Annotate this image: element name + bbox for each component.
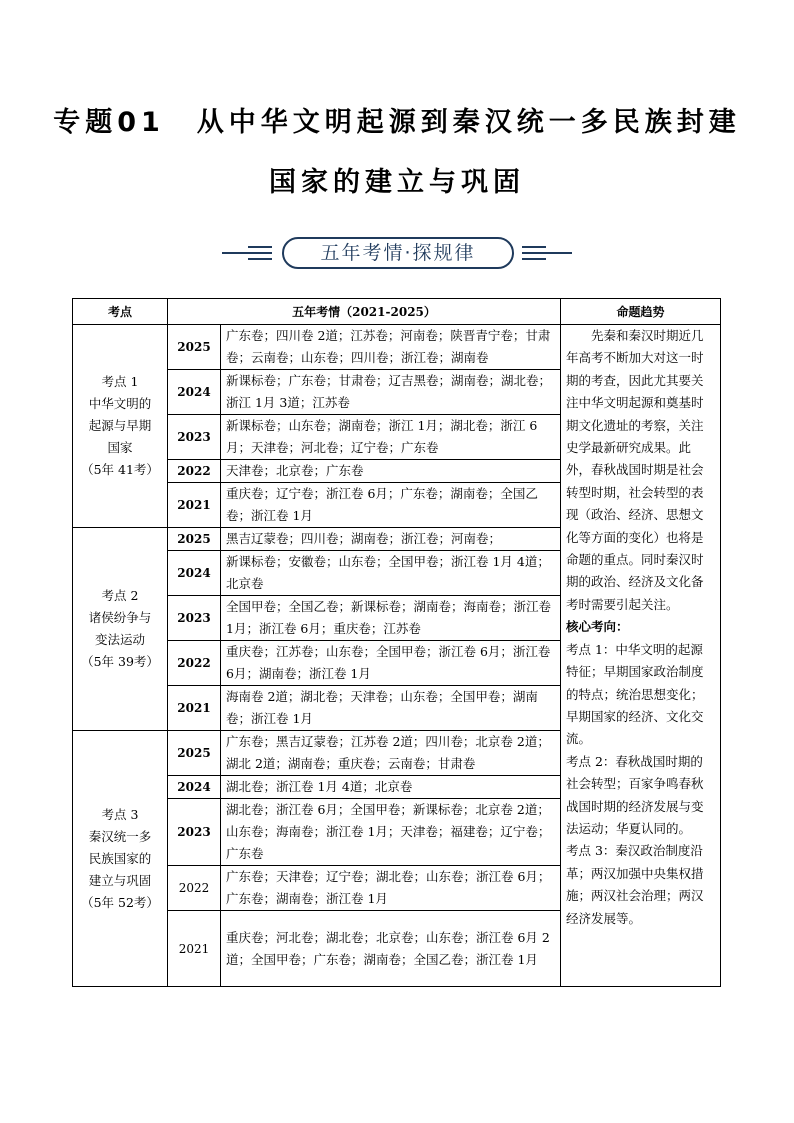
- topic-2-cell: [73, 528, 168, 731]
- header-topic: 考点: [73, 299, 168, 325]
- year-cell: 2024: [168, 370, 221, 415]
- papers-cell: 新课标卷；广东卷；甘肃卷；辽吉黑卷；湖南卷；湖北卷；浙江 1月 3道；江苏卷: [221, 370, 561, 415]
- topic-3-name-line: 秦汉统一多: [88, 828, 152, 844]
- topic-3-cell: [73, 731, 168, 987]
- papers-cell: 重庆卷；河北卷；湖北卷；北京卷；山东卷；浙江卷 6月 2道；全国甲卷；广东卷；湖南卷；全国乙卷；浙江卷 1月: [221, 911, 561, 987]
- year-cell: 2023: [168, 415, 221, 460]
- papers-cell: 全国甲卷；全国乙卷；新课标卷；湖南卷；海南卷；浙江卷 1月；浙江卷 6月；重庆卷；江苏卷: [221, 596, 561, 641]
- table-row: [73, 325, 721, 370]
- topic-3-name-line: 民族国家的: [88, 850, 152, 866]
- year-cell: 2022: [168, 866, 221, 911]
- banner-left-decoration: [222, 246, 272, 260]
- year-cell: 2022: [168, 641, 221, 686]
- topic-3-name-line: 建立与巩固: [88, 872, 152, 888]
- core-point-3: 考点 3：秦汉政治制度沿革；两汉加强中央集权措施；两汉社会治理；两汉经济发展等。: [566, 843, 704, 926]
- topic-3-number: 考点 3: [101, 806, 139, 822]
- topic-2-count: （5年 39考）: [81, 654, 159, 669]
- topic-2-name-line: 变法运动: [94, 632, 145, 647]
- year-cell: 2021: [168, 686, 221, 731]
- year-cell: 2023: [168, 799, 221, 866]
- topic-1-count: （5年 41考）: [81, 462, 159, 477]
- year-cell: 2025: [168, 731, 221, 776]
- topic-1-name-line: 中华文明的: [88, 396, 152, 411]
- banner-right-decoration: [522, 246, 572, 260]
- topic-1-name-line: 国家: [107, 440, 133, 455]
- section-banner: [222, 236, 572, 270]
- papers-cell: 重庆卷；辽宁卷；浙江卷 6月；广东卷；湖南卷；全国乙卷；浙江卷 1月: [221, 483, 561, 528]
- year-cell: 2024: [168, 551, 221, 596]
- topic-2-number: 考点 2: [101, 588, 139, 603]
- document-title-line-1: 专题01 从中华文明起源到秦汉统一多民族封建: [53, 107, 741, 138]
- trend-cell: [561, 325, 721, 987]
- year-cell: 2021: [168, 911, 221, 987]
- topic-1-number: 考点 1: [101, 374, 139, 389]
- banner-label: 五年考情·探规律: [282, 237, 514, 269]
- year-cell: 2022: [168, 460, 221, 483]
- papers-cell: 广东卷；四川卷 2道；江苏卷；河南卷；陕晋青宁卷；甘肃卷；云南卷；山东卷；四川卷；浙江卷；湖南卷: [221, 325, 561, 370]
- core-point-1: 考点 1：中华文明的起源特征；早期国家政治制度的特点；统治思想变化；早期国家的经济、文化交流。: [566, 641, 704, 747]
- topic-3-count: （5年 52考）: [81, 894, 159, 910]
- table-header-row: [73, 299, 721, 325]
- papers-cell: 湖北卷；浙江卷 6月；全国甲卷；新课标卷；北京卷 2道；山东卷；海南卷；浙江卷 1月；天津卷；福建卷；辽宁卷；广东卷: [221, 799, 561, 866]
- papers-cell: 湖北卷；浙江卷 1月 4道；北京卷: [221, 776, 561, 799]
- exam-trend-table: [72, 298, 721, 987]
- trend-intro: 先秦和秦汉时期近几年高考不断加大对这一时期的考查，因此尤其要关注中华文明起源和奠基时期文化遗址的考察，关注史学最新研究成果。此外，春秋战国时期是社会转型时期，社会转型的表现（政治、经济、思想文化等方面的变化）也将是命题的重点。同时秦汉时期的政治、经济及文化备考时需要引起关注。: [566, 328, 704, 612]
- core-point-2: 考点 2：春秋战国时期的社会转型；百家争鸣春秋战国时期的经济发展与变法运动；华夏认同的。: [566, 753, 704, 836]
- year-cell: 2024: [168, 776, 221, 799]
- topic-1-name-line: 起源与早期: [88, 418, 152, 433]
- papers-cell: 广东卷；黑吉辽蒙卷；江苏卷 2道；四川卷；北京卷 2道；湖北 2道；湖南卷；重庆卷；云南卷；甘肃卷: [221, 731, 561, 776]
- papers-cell: 天津卷；北京卷；广东卷: [221, 460, 561, 483]
- year-cell: 2025: [168, 528, 221, 551]
- header-five-year: 五年考情（2021-2025）: [168, 299, 561, 325]
- year-cell: 2023: [168, 596, 221, 641]
- header-trend: 命题趋势: [561, 299, 721, 325]
- topic-2-name-line: 诸侯纷争与: [88, 610, 152, 625]
- papers-cell: 重庆卷；江苏卷；山东卷；全国甲卷；浙江卷 6月；浙江卷 6月；湖南卷；浙江卷 1月: [221, 641, 561, 686]
- papers-cell: 新课标卷；山东卷；湖南卷；浙江 1月；湖北卷；浙江 6月；天津卷；河北卷；辽宁卷；广东卷: [221, 415, 561, 460]
- papers-cell: 广东卷；天津卷；辽宁卷；湖北卷；山东卷；浙江卷 6月；广东卷；湖南卷；浙江卷 1月: [221, 866, 561, 911]
- year-cell: 2021: [168, 483, 221, 528]
- core-direction-heading: 核心考向：: [566, 619, 629, 635]
- papers-cell: 新课标卷；安徽卷；山东卷；全国甲卷；浙江卷 1月 4道；北京卷: [221, 551, 561, 596]
- papers-cell: 海南卷 2道；湖北卷；天津卷；山东卷；全国甲卷；湖南卷；浙江卷 1月: [221, 686, 561, 731]
- papers-cell: 黑吉辽蒙卷；四川卷；湖南卷；浙江卷；河南卷；: [221, 528, 561, 551]
- topic-1-cell: [73, 325, 168, 528]
- document-title-line-2: 国家的建立与巩固: [269, 167, 525, 198]
- year-cell: 2025: [168, 325, 221, 370]
